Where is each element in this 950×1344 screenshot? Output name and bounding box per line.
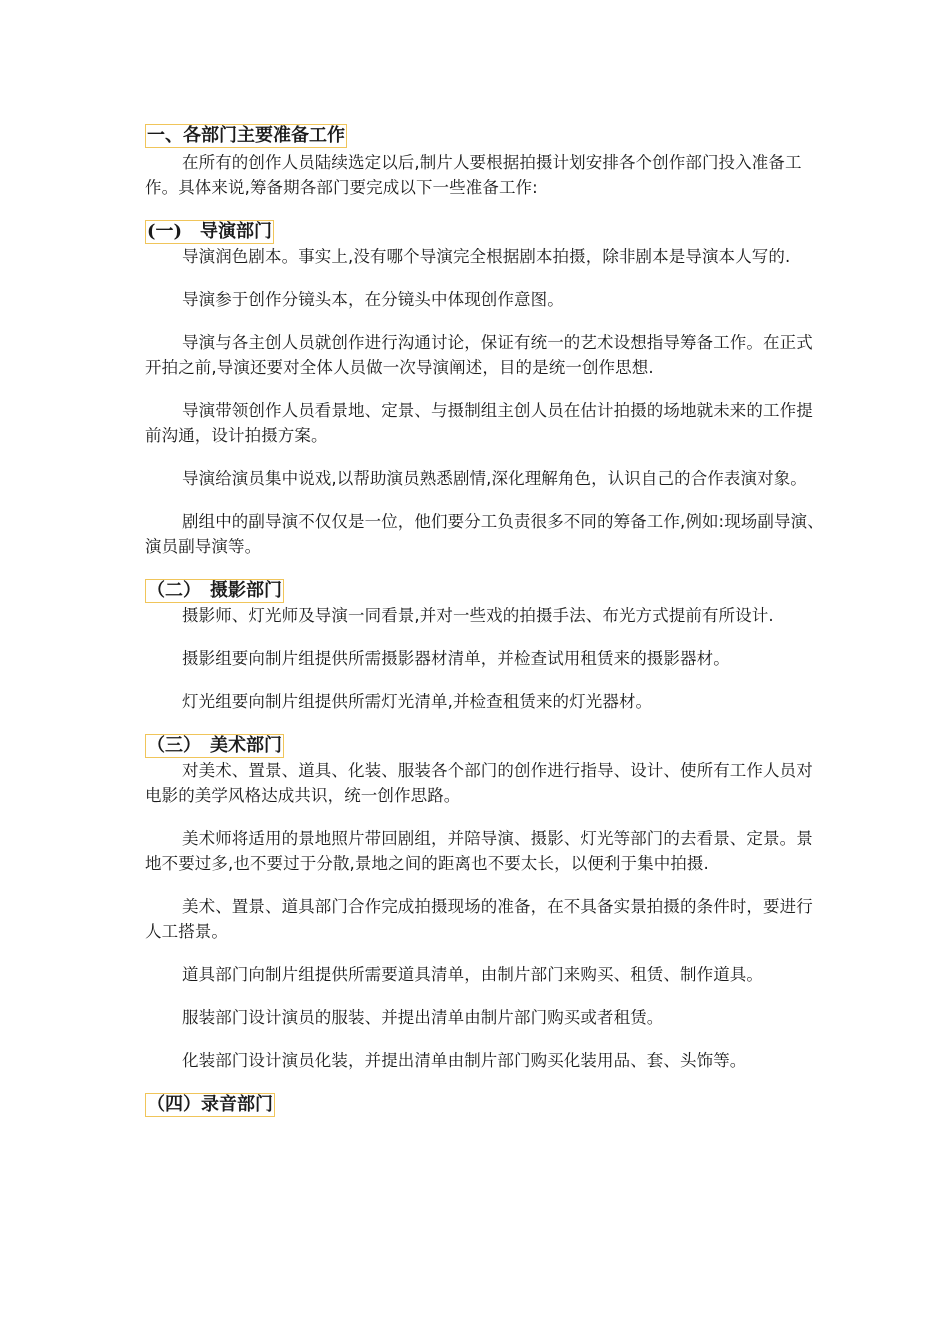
- section-sound: [145, 1091, 825, 1117]
- paragraph: 灯光组要向制片组提供所需灯光清单,并检查租赁来的灯光器材。: [182, 692, 653, 711]
- paragraph: 美术师将适用的景地照片带回剧组，并陪导演、摄影、灯光等部门的去看景、定景。景地不要过多,也不要过于分散,景地之间的距离也不要太长，以便利于集中拍摄.: [145, 829, 813, 873]
- section-photography: [145, 577, 825, 714]
- paragraph: 剧组中的副导演不仅仅是一位，他们要分工负责很多不同的筹备工作,例如:现场副导演、演员副导演等。: [145, 512, 824, 556]
- section-heading-director: (一) 导演部门: [147, 221, 273, 242]
- paragraph: 美术、置景、道具部门合作完成拍摄现场的准备，在不具备实景拍摄的条件时，要进行人工搭景。: [145, 897, 813, 941]
- paragraph: 摄影组要向制片组提供所需摄影器材清单，并检查试用租赁来的摄影器材。: [182, 649, 730, 668]
- paragraph: 道具部门向制片组提供所需要道具清单，由制片部门来购买、租赁、制作道具。: [182, 965, 763, 984]
- paragraph: 导演润色剧本。事实上,没有哪个导演完全根据剧本拍摄，除非剧本是导演本人写的.: [182, 247, 791, 266]
- document-content: [145, 124, 825, 1117]
- paragraph: 导演给演员集中说戏,以帮助演员熟悉剧情,深化理解角色，认识自己的合作表演对象。: [182, 469, 807, 488]
- section-director: [145, 218, 825, 559]
- section-heading-photography: （二） 摄影部门: [147, 580, 282, 601]
- intro-paragraph: 在所有的创作人员陆续选定以后,制片人要根据拍摄计划安排各个创作部门投入准备工作。具体来说,筹备期各部门要完成以下一些准备工作:: [145, 153, 802, 197]
- main-heading: 一、各部门主要准备工作: [147, 125, 345, 146]
- paragraph: 导演与各主创人员就创作进行沟通讨论，保证有统一的艺术设想指导筹备工作。在正式开拍之前,导演还要对全体人员做一次导演阐述，目的是统一创作思想.: [145, 333, 813, 377]
- paragraph: 导演带领创作人员看景地、定景、与摄制组主创人员在估计拍摄的场地就未来的工作提前沟通，设计拍摄方案。: [145, 401, 813, 445]
- paragraph: 服装部门设计演员的服装、并提出清单由制片部门购买或者租赁。: [182, 1008, 664, 1027]
- paragraph: 导演参于创作分镜头本，在分镜头中体现创作意图。: [182, 290, 564, 309]
- paragraph: 化装部门设计演员化装，并提出清单由制片部门购买化装用品、套、头饰等。: [182, 1051, 747, 1070]
- section-heading-art: （三） 美术部门: [147, 735, 282, 756]
- section-art: [145, 732, 825, 1073]
- section-heading-sound: （四）录音部门: [147, 1094, 273, 1115]
- paragraph: 对美术、置景、道具、化装、服装各个部门的创作进行指导、设计、使所有工作人员对电影的美学风格达成共识，统一创作思路。: [145, 761, 813, 805]
- paragraph: 摄影师、灯光师及导演一同看景,并对一些戏的拍摄手法、布光方式提前有所设计.: [182, 606, 774, 625]
